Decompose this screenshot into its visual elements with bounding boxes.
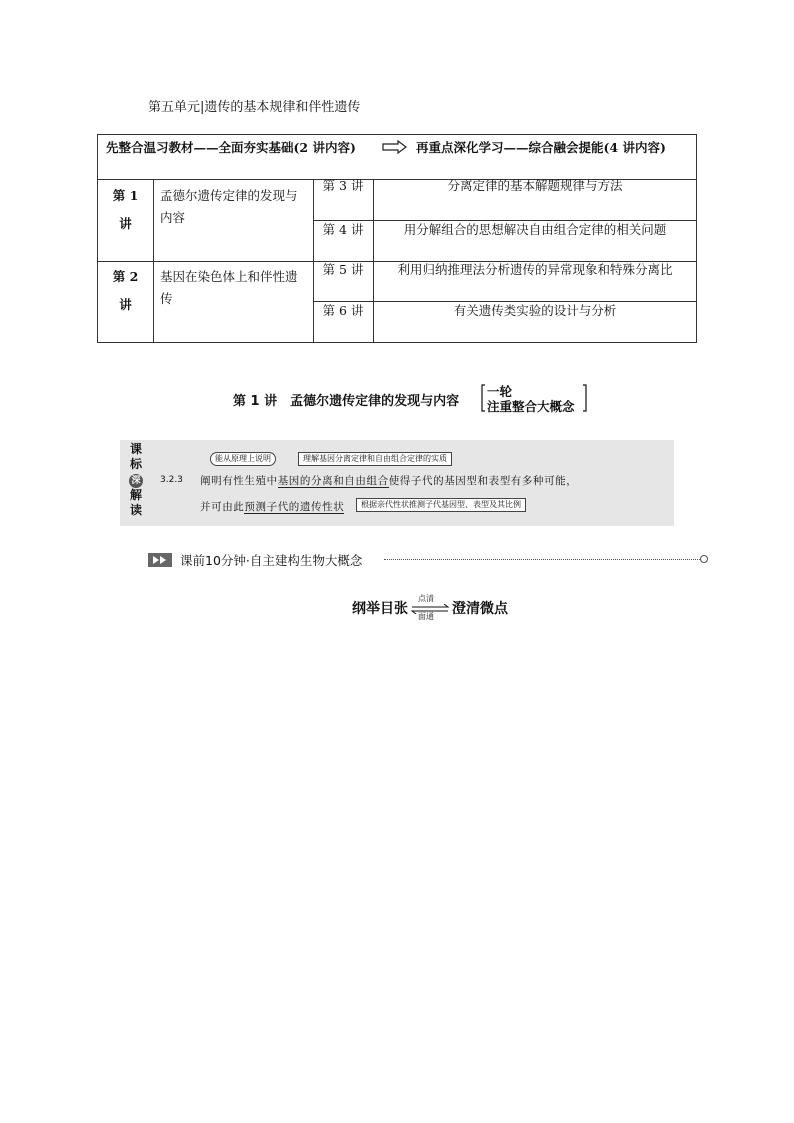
standard-line-2: 并可由此预测子代的遗传性状	[200, 501, 345, 513]
section-label: 课前10分钟·自主建构生物大概念	[180, 553, 363, 568]
bracket-line-2: 注重整合大概念	[487, 399, 575, 414]
sub-label: 第 5 讲	[322, 262, 364, 277]
lecture-title: 第 1 讲 孟德尔遗传定律的发现与内容	[233, 394, 460, 409]
standard-line-1: 阐明有性生殖中基因的分离和自由组合使得子代的基因型和表型有多种可能，	[200, 475, 578, 487]
double-play-icon	[148, 553, 172, 567]
unit-title: 第五单元|遗传的基本规律和伴性遗传	[148, 100, 361, 115]
sub-label: 第 6 讲	[322, 303, 364, 318]
lecture-1-topic: 孟德尔遗传定律的发现与内容	[160, 188, 298, 225]
final-left: 纲举目张	[352, 601, 408, 617]
end-circle-icon	[700, 555, 708, 563]
lecture-2-label: 第 2 讲	[112, 269, 139, 312]
final-heading	[352, 594, 512, 628]
final-right: 澄清微点	[452, 601, 508, 617]
dotted-rule	[384, 559, 700, 560]
standard-box	[120, 440, 674, 526]
section-bar	[148, 552, 708, 568]
bracket-line-1: 一轮	[487, 384, 513, 399]
note-predict: 根据亲代性状推测子代基因型、表型及其比例	[356, 498, 526, 512]
final-bottom: 面通	[418, 612, 434, 621]
sub-text: 用分解组合的思想解决自由组合定律的相关问题	[403, 222, 667, 237]
lecture-2-topic: 基因在染色体上和伴性遗传	[160, 269, 298, 306]
standard-code: 3.2.3	[160, 475, 183, 485]
header-right: 再重点深化学习——综合融会提能(4 讲内容)	[416, 140, 666, 155]
standard-side-label: 课 标 深 解 读	[129, 442, 142, 517]
sub-text: 分离定律的基本解题规律与方法	[447, 178, 623, 193]
header-left: 先整合温习教材——全面夯实基础(2 讲内容)	[106, 140, 356, 155]
arrow-right-icon	[382, 140, 408, 154]
lecture-bracket	[481, 384, 587, 412]
note-principle: 能从原理上说明	[210, 452, 276, 466]
sub-text: 有关遗传类实验的设计与分析	[453, 303, 617, 318]
sub-text: 利用归纳推理法分析遗传的异常现象和特殊分离比	[397, 262, 673, 277]
sub-label: 第 4 讲	[322, 222, 364, 237]
note-essence: 理解基因分离定律和自由组合定律的实质	[298, 452, 452, 466]
outline-table	[97, 134, 697, 343]
sub-label: 第 3 讲	[322, 178, 364, 193]
lecture-1-label: 第 1 讲	[112, 188, 139, 231]
final-top: 点清	[418, 594, 434, 603]
